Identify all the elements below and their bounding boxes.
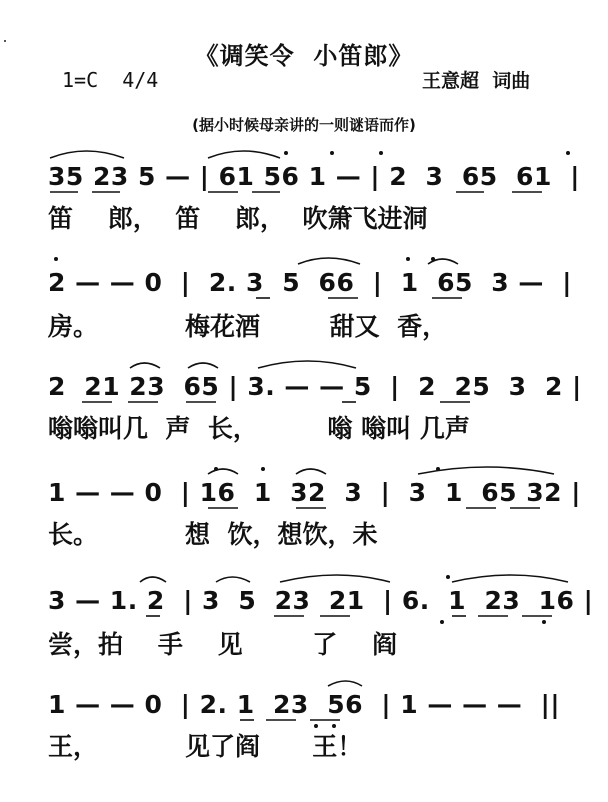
jianpu-notes: 2 — — 0 | 2. 3 5 66 | 1 65 3 — | [48, 268, 572, 297]
notation-line-4 [48, 478, 581, 518]
jianpu-notes: 35 23 5 — | 61 56 1 — | 2 3 65 61 | [48, 162, 580, 191]
jianpu-notes: 1 — — 0 | 2. 1 23 56 | 1 — — — || [48, 690, 560, 719]
notation-line-5 [48, 586, 594, 626]
jianpu-notes: 2 21 23 65 | 3. — — 5 | 2 25 3 2 | [48, 372, 582, 401]
lyric-line-1: 笛 郎， 笛 郎， 吹箫飞进洞 [48, 204, 428, 233]
lyric-line-6: 王， 见了阎 王！ [48, 732, 363, 761]
author-credit: 王意超 词曲 [422, 70, 531, 92]
song-title: 《调笑令 小笛郎》 [194, 42, 414, 70]
notation-line-1 [48, 162, 578, 202]
jianpu-notes: 3 — 1. 2 | 3 5 23 21 | 6. 1 23 16 | [48, 586, 594, 615]
notation-line-2 [48, 268, 578, 308]
notation-line-3 [48, 372, 582, 412]
lyric-line-4: 长。 想 饮，想饮，未 [48, 520, 378, 549]
lyric-line-3: 嗡嗡叫几 声 长， 嗡 嗡叫 几声 [48, 414, 470, 443]
composition-note: (据小时候母亲讲的一则谜语而作) [192, 116, 416, 134]
lyric-line-5: 尝，拍 手 见 了 阎 [48, 630, 398, 659]
key-and-time-signature: 1=C 4/4 [62, 68, 159, 92]
notation-line-6 [48, 690, 578, 730]
lyric-line-2: 房。 梅花酒 甜又 香， [48, 312, 448, 341]
jianpu-notes: 1 — — 0 | 16 1 32 3 | 3 1 65 32 | [48, 478, 581, 507]
